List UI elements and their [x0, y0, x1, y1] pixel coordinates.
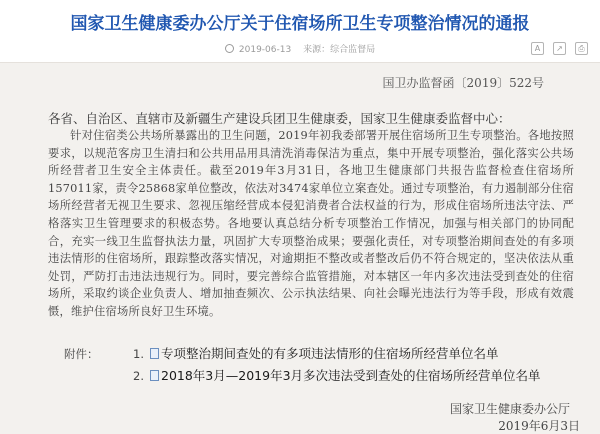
clock-icon [225, 44, 234, 53]
signature-org: 国家卫生健康委办公厅 [449, 402, 570, 416]
attachment-2[interactable] [64, 365, 541, 384]
article-source: 来源：综合监督局 [303, 45, 376, 55]
document-number: 国卫办监督函〔2019〕522号 [382, 76, 544, 90]
salutation: 各省、自治区、直辖市及新疆生产建设兵团卫生健康委，国家卫生健康委监督中心： [48, 111, 511, 126]
body-paragraph [48, 127, 574, 321]
attachment-1[interactable] [64, 343, 499, 362]
file-icon [150, 370, 159, 381]
print-icon[interactable]: ⎙ [575, 42, 588, 55]
attachment-link[interactable]: 2018年3月—2019年3月多次违法受到查处的住宿场所经营单位名单 [161, 368, 541, 383]
attachment-number: 1. [133, 347, 144, 361]
body-text: 针对住宿类公共场所暴露出的卫生问题，2019年初我委部署开展住宿场所卫生专项整治。各地按照要求，以规范客房卫生清扫和公共用品用具清洗消毒保洁为重点，集中开展专项整治，强化落实公共场所经营者卫生安全主体责任。截至2019年3月31日，各地卫生健康部门共报告监督检查住宿场所157011家，责令25868家单位整改，依法对3474家单位立案查处。通过专项整治，有力遏制部分住宿场所经营者无视卫生要求、忽视压缩经营成本侵犯消费者合法权益的行为，形成住宿场所违法守法、严格落实卫生管理要求的积极态势。各地要认真总结分析专项整治工作情况，加强与相关部门的协同配合，充实一线卫生监督执法力量，巩固扩大专项整治成果；要强化责任，对专项整治期间查处的有多项违法情形的住宿场所，跟踪整改落实情况，对逾期拒不整改或者整改后仍不符合规定的，坚决依法从重处罚，严防打击违法违规行为。同时，要完善综合监管措施，对本辖区一年内多次违法受到查处的住宿场所，采取约谈企业负责人、增加抽查频次、公示执法结果、向社会曝光违法行为等手段，形成有效震慑，维护住宿场所良好卫生环境。 [48, 129, 574, 318]
attachment-link[interactable]: 专项整治期间查处的有多项违法情形的住宿场所经营单位名单 [161, 346, 499, 361]
attachment-number: 2. [133, 369, 144, 383]
article-meta [0, 42, 600, 55]
article-title: 国家卫生健康委办公厅关于住宿场所卫生专项整治情况的通报 [70, 14, 530, 34]
file-icon [150, 348, 159, 359]
font-size-icon[interactable]: A [531, 42, 544, 55]
article-actions [531, 42, 588, 55]
publish-date: 2019-06-13 [225, 45, 294, 55]
attachments-label: 附件： [64, 347, 99, 361]
article-header [0, 0, 600, 63]
share-icon[interactable]: ↗ [553, 42, 566, 55]
signature-date: 2019年6月3日 [498, 419, 580, 433]
